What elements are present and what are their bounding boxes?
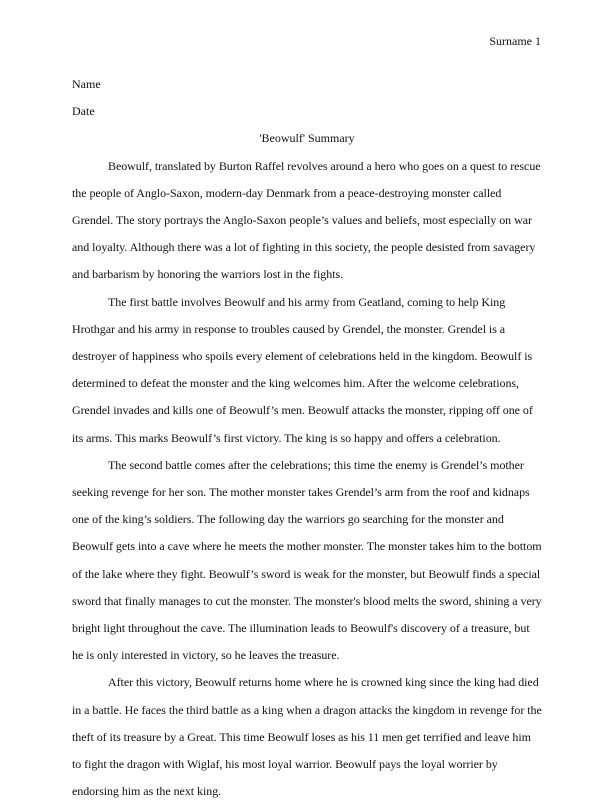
paragraph-first-battle: The first battle involves Beowulf and his army from Geatland, coming to help King Hrothgar and his army in response to troubles caused by Grendel, the monster. Grendel is a destroyer of happiness who spoils every element of celebrations held in the kingdom. Beowulf is determined to defeat the monster and the king welcomes him. After the welcome celebrations, Grendel invades and kills one of Beowulf’s men. Beowulf attacks the monster, ripping off one of its arms. This marks Beowulf’s first victory. The king is so happy and offers a celebration.	[72, 294, 533, 445]
paragraph-third-battle: After this victory, Beowulf returns home where he is crowned king since the king had died in a battle. He faces the third battle as a king when a dragon attacks the kingdom in revenge for the theft of its treasure by a Great. This time Beowulf loses as his 11 men get terrified and leave him to fight the dragon with Wiglaf, his most loyal warrior. Beowulf pays the loyal worrier by endorsing him as the next king.	[72, 675, 542, 799]
document-body	[72, 71, 542, 805]
paragraph-introduction: Beowulf, translated by Burton Raffel revolves around a hero who goes on a quest to rescue the people of Anglo-Saxon, modern-day Denmark from a peace-destroying monster called Grendel. The story portrays the Anglo-Saxon people’s values and beliefs, most especially on war and loyalty. Although there was a lot of fighting in this society, the people desisted from savagery and barbarism by honoring the warriors lost in the fights.	[72, 158, 541, 282]
running-head: Surname 1	[489, 34, 541, 48]
document-date: Date	[72, 104, 95, 119]
author-name: Name	[72, 77, 101, 91]
paragraph-second-battle: The second battle comes after the celebrations; this time the enemy is Grendel’s mother seeking revenge for her son. The mother monster takes Grendel’s arm from the roof and kidnaps one of the king’s soldiers. The following day the warriors go searching for the monster and Beowulf gets into a cave where he meets the mother monster. The monster takes him to the bottom of the lake where they fight. Beowulf’s sword is weak for the monster, but Beowulf finds a special sword that finally manages to cut the monster. The monster's blood melts the sword, shining a very bright light throughout the cave. The illumination leads to Beowulf's discovery of a treasure, but he is only interested in victory, so he leaves the treasure.	[72, 457, 542, 663]
document-title: 'Beowulf' Summary	[259, 131, 355, 146]
